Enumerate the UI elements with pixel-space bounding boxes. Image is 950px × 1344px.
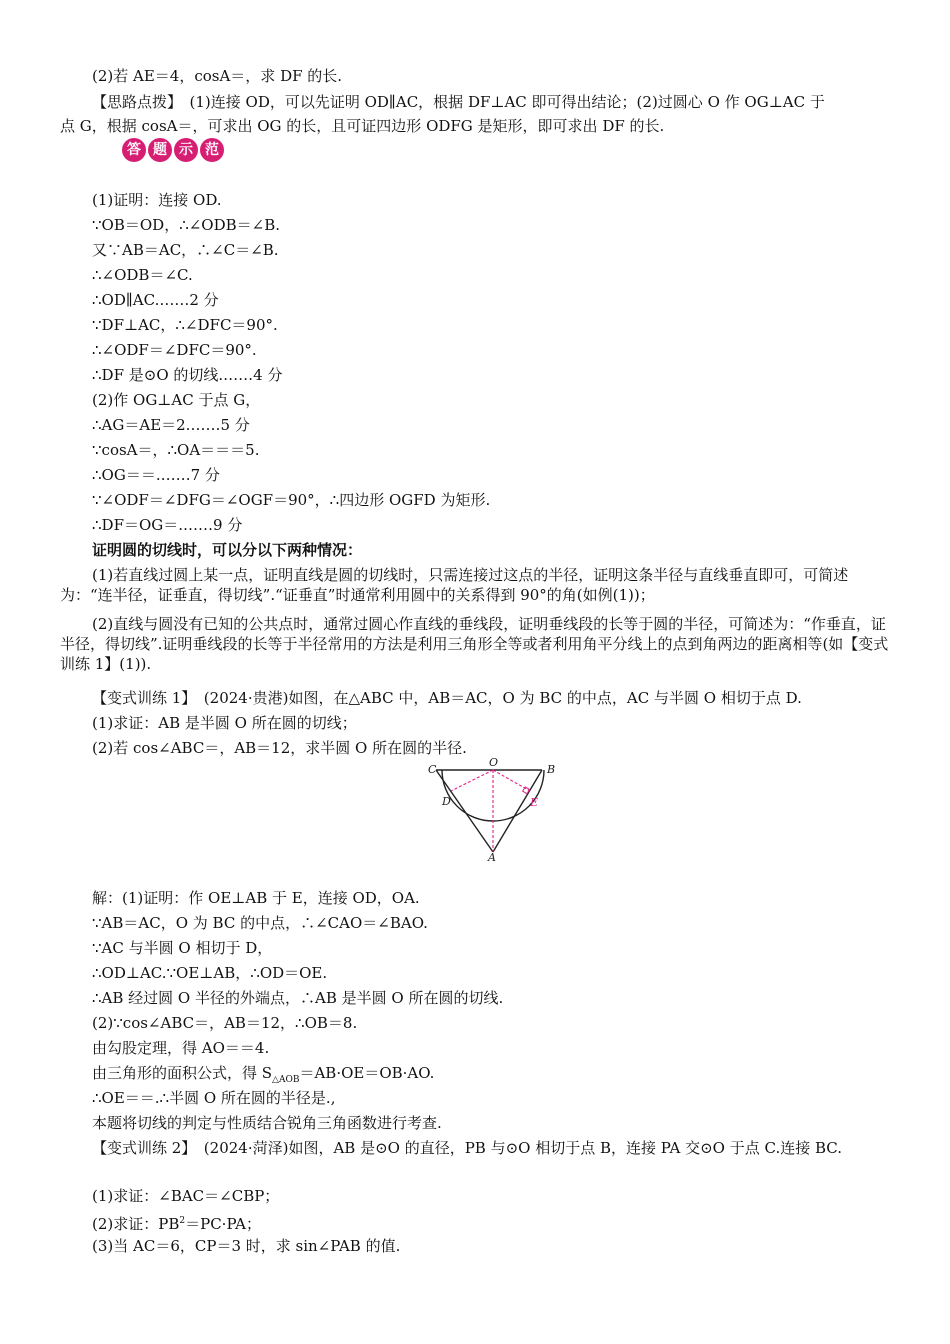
badge-char: 示 bbox=[174, 138, 198, 162]
proof-line: ∵∠ODF＝∠DFG＝∠OGF＝90°，∴四边形 OGFD 为矩形. bbox=[92, 491, 491, 509]
solution-line: 解：(1)证明：作 OE⊥AB 于 E，连接 OD，OA. bbox=[92, 889, 420, 907]
tip-paragraph-2: (2)直线与圆没有已知的公共点时，通常过圆心作直线的垂线段，证明垂线段的长等于圆的半径，可简述为：“作垂直，证半径，得切线”.证明垂线段的长等于半径常用的方法是利用三角形全等或者利用角平分线上的点到角两边的距离相等(如【变式训练 1】(1)). bbox=[60, 615, 889, 673]
proof-line: ∴DF 是⊙O 的切线.……4 分 bbox=[92, 366, 283, 384]
proof-line: 又∵AB＝AC，∴∠C＝∠B. bbox=[92, 241, 279, 259]
area-text-rest: ＝AB·OE＝OB·AO. bbox=[299, 1064, 435, 1082]
proof-line: ∴OD∥AC.……2 分 bbox=[92, 291, 219, 309]
label-o: O bbox=[489, 758, 499, 769]
hint-line-1: 【思路点拨】 (1)连接 OD，可以先证明 OD∥AC，根据 DF⊥AC 即可得出结论；(2)过圆心 O 作 OG⊥AC 于 bbox=[92, 93, 825, 111]
proof-line: (1)证明：连接 OD. bbox=[92, 191, 222, 209]
solution-line: ∴OE＝＝.∴半圆 O 所在圆的半径是., bbox=[92, 1089, 336, 1107]
hint-line-2: 点 G，根据 cosA＝，可求出 OG 的长，且可证四边形 ODFG 是矩形，即可求出 DF 的长. bbox=[60, 117, 665, 135]
variant-1-title: 【变式训练 1】 (2024·贵港)如图，在△ABC 中，AB＝AC，O 为 BC 的中点，AC 与半圆 O 相切于点 D. bbox=[92, 689, 802, 707]
tip-paragraph-1: (1)若直线过圆上某一点，证明直线是圆的切线时，只需连接过这点的半径，证明这条半径与直线垂直即可，可简述为：“连半径，证垂直，得切线”.“证垂直”时通常利用圆中的关系得到 90°的角(如例(1))； bbox=[60, 566, 849, 604]
proof-line: ∴∠ODF＝∠DFC＝90°. bbox=[92, 341, 257, 359]
variant-2-question-1: (1)求证：∠BAC＝∠CBP； bbox=[92, 1187, 280, 1205]
variant-1-question-1: (1)求证：AB 是半圆 O 所在圆的切线； bbox=[92, 714, 357, 732]
geometry-figure bbox=[420, 758, 570, 862]
proof-line: ∵cosA＝，∴OA＝＝＝5. bbox=[92, 441, 260, 459]
solution-line: ∴OD⊥AC.∵OE⊥AB，∴OD＝OE. bbox=[92, 964, 328, 982]
q2-text-rest: ＝PC·PA； bbox=[185, 1215, 261, 1233]
proof-line: ∴DF＝OG＝.……9 分 bbox=[92, 516, 243, 534]
segment-ba bbox=[493, 770, 542, 852]
badge-char: 范 bbox=[200, 138, 224, 162]
q2-superscript: 2 bbox=[179, 1216, 186, 1226]
proof-line: (2)作 OG⊥AC 于点 G， bbox=[92, 391, 261, 409]
segment-od-dashed bbox=[451, 770, 493, 791]
area-text: 由三角形的面积公式，得 S bbox=[92, 1064, 273, 1082]
variant-2-question-2 bbox=[92, 1211, 261, 1234]
solution-line: ∵AB＝AC，O 为 BC 的中点，∴∠CAO＝∠BAO. bbox=[92, 914, 428, 932]
label-c: C bbox=[428, 763, 437, 776]
badge-char: 题 bbox=[148, 138, 172, 162]
variant-2-question-3: (3)当 AC＝6，CP＝3 时，求 sin∠PAB 的值. bbox=[92, 1237, 401, 1255]
proof-line: ∵OB＝OD，∴∠ODB＝∠B. bbox=[92, 216, 281, 234]
variant-1-question-2: (2)若 cos∠ABC＝，AB＝12，求半圆 O 所在圆的半径. bbox=[92, 739, 467, 757]
area-subscript: △AOB bbox=[272, 1075, 300, 1085]
solution-line: ∵AC 与半圆 O 相切于 D， bbox=[92, 939, 273, 957]
proof-line: ∵DF⊥AC，∴∠DFC＝90°. bbox=[92, 316, 278, 334]
solution-line-area bbox=[92, 1063, 434, 1090]
label-b: B bbox=[547, 763, 556, 776]
proof-line: ∴∠ODB＝∠C. bbox=[92, 266, 193, 284]
tip-title: 证明圆的切线时，可以分以下两种情况： bbox=[92, 541, 363, 559]
segment-ca bbox=[436, 770, 493, 852]
solution-line: ∴AB 经过圆 O 半径的外端点，∴AB 是半圆 O 所在圆的切线. bbox=[92, 989, 504, 1007]
question-part-2: (2)若 AE＝4，cosA＝，求 DF 的长. bbox=[92, 67, 343, 85]
q2-text: (2)求证：PB bbox=[92, 1215, 180, 1233]
proof-line: ∴AG＝AE＝2.……5 分 bbox=[92, 416, 250, 434]
label-d: D bbox=[442, 795, 451, 808]
proof-line: ∴OG＝＝.……7 分 bbox=[92, 466, 220, 484]
label-a: A bbox=[488, 851, 496, 862]
solution-comment: 本题将切线的判定与性质结合锐角三角函数进行考查. bbox=[92, 1114, 442, 1132]
solution-line: 由勾股定理，得 AO＝＝4. bbox=[92, 1039, 270, 1057]
badge-char: 答 bbox=[122, 138, 146, 162]
solution-line: (2)∵cos∠ABC＝，AB＝12，∴OB＝8. bbox=[92, 1014, 358, 1032]
label-e: E bbox=[530, 796, 539, 809]
answer-demo-badge bbox=[122, 137, 228, 163]
variant-2-title: 【变式训练 2】 (2024·菏泽)如图，AB 是⊙O 的直径，PB 与⊙O 相切于点 B，连接 PA 交⊙O 于点 C.连接 BC. bbox=[92, 1139, 843, 1157]
